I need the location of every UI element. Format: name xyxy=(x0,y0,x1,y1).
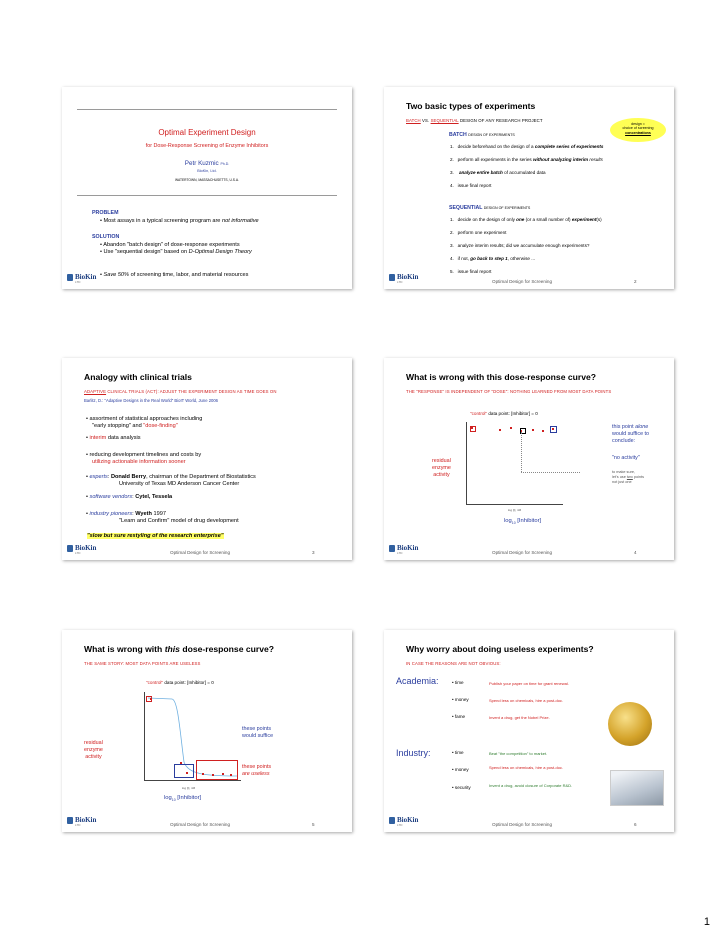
useful-points-box xyxy=(174,764,194,778)
slide-number: 3 xyxy=(312,550,315,555)
plot-axes xyxy=(466,422,563,505)
slide-subtitle: ADAPTIVE CLINICAL TRIALS (ACT): ADJUST THE EXPERIMENT DESIGN AS TIME GOES ON xyxy=(84,389,277,394)
solution-item: • Abandon "batch design" of dose-response experiments xyxy=(100,242,240,248)
slide-title: Two basic types of experiments xyxy=(406,101,536,111)
biokin-logo: BioKin LTD xyxy=(67,544,91,556)
this-point-note: this point alone would suffice to conclude: xyxy=(612,424,650,444)
problem-heading: PROBLEM xyxy=(92,210,119,216)
slide-number: 4 xyxy=(634,550,637,555)
analogy-item-cont: University of Texas MD Anderson Cancer Center xyxy=(119,481,240,487)
mini-x-label: log [I], nM xyxy=(508,508,522,512)
slide-subtitle: THE SAME STORY: MOST DATA POINTS ARE USELESS xyxy=(84,661,201,666)
slide-title: Why worry about doing useless experiments? xyxy=(406,644,594,654)
reference: Barlitz, D.: "Adaptive Designs in the Real World" BioIT World, June 2006 xyxy=(84,398,219,403)
industry-reason: Invent a drug, avoid closure of Corporate R&D. xyxy=(489,783,573,788)
slogan: "slow but sure restyling of the research enterprise" xyxy=(87,533,224,539)
location: WATERTOWN, MASSACHUSETTS, U.S.A. xyxy=(175,178,239,182)
solution-item: • Use "sequential design" based on D-Optimal Design Theory xyxy=(100,249,252,255)
slide-2[interactable] xyxy=(384,87,674,289)
slide-subtitle: BATCH VS. SEQUENTIAL DESIGN OF ANY RESEARCH PROJECT xyxy=(406,118,543,123)
savings-item: • Save 50% of screening time, labor, and material resources xyxy=(100,272,249,278)
industry-item: • money xyxy=(452,767,469,772)
analogy-item: • assortment of statistical approaches including xyxy=(86,416,203,422)
guide-line xyxy=(521,472,580,474)
nobel-medal-image xyxy=(608,702,652,746)
slide-title: Optimal Experiment Design xyxy=(158,128,256,137)
analogy-item-cont: "Learn and Confirm" model of drug development xyxy=(119,518,239,524)
sequential-step-1: 1. decide on the design of only one (or a small number of) experiment(s) xyxy=(450,217,602,222)
slide-5[interactable] xyxy=(62,630,352,832)
industry-reason: Beat "the competition" to market. xyxy=(489,751,548,756)
slide-title: What is wrong with this dose-response curve? xyxy=(84,644,275,654)
sequential-step-2: 2. perform one experiment xyxy=(450,230,507,235)
industry-item: • security xyxy=(452,785,471,790)
slide-subtitle: THE "RESPONSE" IS INDEPENDENT OF "DOSE": NOTHING LEARNED FROM MOST DATA POINTS xyxy=(406,389,612,394)
empty-office-image xyxy=(610,770,664,806)
biokin-logo: BioKin LTD xyxy=(389,544,413,556)
academia-reason: Spend less on chemicals, hire a post-doc. xyxy=(489,698,564,703)
batch-step-2: 2. perform all experiments in the series without analyzing interim results xyxy=(450,157,603,162)
industry-heading: Industry: xyxy=(396,748,431,758)
sequential-step-5: 5. issue final report xyxy=(450,269,492,274)
slide-number: 5 xyxy=(312,822,315,827)
data-point xyxy=(471,427,473,429)
company: BioKin, Ltd. xyxy=(197,169,217,173)
batch-step-1: 1. decide beforehand on the design of a complete series of experiments xyxy=(450,144,604,149)
slide-subtitle: for Dose-Response Screening of Enzyme Inhibitors xyxy=(145,143,269,149)
industry-reason: Spend less on chemicals, hire a post-doc. xyxy=(489,765,564,770)
batch-step-4: 4. issue final report xyxy=(450,183,492,188)
academia-item: • fame xyxy=(452,714,466,719)
x-axis-label: $\log_{10}$ [Inhibitor] xyxy=(164,795,202,803)
slide-title: What is wrong with this dose-response curve? xyxy=(406,372,597,382)
chosen-point-box xyxy=(550,426,557,433)
author: Petr Kuzmic Ph.D. xyxy=(184,160,230,167)
slide-footer: Optimal Design for Screening xyxy=(492,550,553,555)
slide-6[interactable] xyxy=(384,630,674,832)
sequential-step-4: 4. if not, go back to step 1, otherwise ... xyxy=(450,256,536,261)
slide-title: Analogy with clinical trials xyxy=(84,372,192,382)
divider xyxy=(77,109,337,110)
two-points-note: to make sure, let's use two points not just one xyxy=(612,470,644,484)
batch-heading: BATCH DESIGN OF EXPERIMENTS xyxy=(449,132,515,138)
biokin-logo: BioKin LTD xyxy=(389,273,413,285)
control-label: "control" data point: [Inhibitor] = 0 xyxy=(146,680,214,685)
data-point xyxy=(510,427,512,429)
batch-step-3: 3. analyze entire batch of accumulated data xyxy=(450,170,546,175)
design-callout: design = choice of screening concentrations xyxy=(610,118,666,142)
analogy-item: • industry pioneers: Wyeth 1997 xyxy=(86,511,166,517)
slide-footer: Optimal Design for Screening xyxy=(170,550,231,555)
biokin-logo: BioKin LTD xyxy=(389,816,413,828)
slide-footer: Optimal Design for Screening xyxy=(170,822,231,827)
industry-item: • time xyxy=(452,750,464,755)
problem-text: • Most assays in a typical screening program are not informative xyxy=(100,218,259,224)
divider xyxy=(77,195,337,196)
analogy-item-cont: "early stopping" and "dose-finding" xyxy=(92,423,178,429)
data-point xyxy=(532,429,534,431)
academia-item: • time xyxy=(452,680,464,685)
analogy-item: • interim data analysis xyxy=(86,435,141,441)
academia-item: • money xyxy=(452,697,469,702)
analogy-item: • reducing development timelines and costs by xyxy=(86,452,202,458)
slide-number: 6 xyxy=(634,822,637,827)
control-label: "control" data point: [Inhibitor] = 0 xyxy=(470,411,538,416)
data-point xyxy=(150,698,152,700)
analogy-item: • experts: Donald Berry, chairman of the Department of Biostatistics xyxy=(86,474,256,480)
biokin-logo: BioKin LTD xyxy=(67,273,91,285)
mini-x-label: log [I], nM xyxy=(182,786,196,790)
slide-footer: Optimal Design for Screening xyxy=(492,279,553,284)
solution-heading: SOLUTION xyxy=(92,234,120,240)
slide-4[interactable] xyxy=(384,358,674,560)
page-number: 1 xyxy=(703,916,710,928)
sequential-step-3: 3. analyze interim results; did we accumulate enough experiments? xyxy=(450,243,590,248)
biokin-logo: BioKin LTD xyxy=(67,816,91,828)
slide-3[interactable] xyxy=(62,358,352,560)
analogy-item-cont: utilizing actionable information sooner xyxy=(92,459,186,465)
slide-1[interactable] xyxy=(62,87,352,289)
academia-reason: Publish your paper on time for grant renewal. xyxy=(489,681,569,686)
academia-heading: Academia: xyxy=(396,676,439,686)
slide-footer: Optimal Design for Screening xyxy=(492,822,553,827)
slide-number: 2 xyxy=(634,279,637,284)
no-activity-label: "no activity" xyxy=(612,455,640,461)
analogy-item: • software vendors: Cytel, Tessela xyxy=(86,494,173,500)
useless-points-box xyxy=(196,760,238,780)
guide-line xyxy=(521,432,523,472)
slide-subtitle: IN CASE THE REASONS ARE NOT OBVIOUS: xyxy=(406,661,501,666)
data-point xyxy=(542,430,544,432)
useful-points-note: these points would suffice xyxy=(242,726,274,739)
academia-reason: Invent a drug, get the Nobel Prize. xyxy=(489,715,550,720)
y-axis-label: residual enzyme activity xyxy=(432,458,451,478)
x-axis-label: $\log_{10}$ [Inhibitor] xyxy=(504,518,542,526)
data-point xyxy=(499,429,501,431)
useless-points-note: these points are useless xyxy=(242,764,272,777)
sequential-heading: SEQUENTIAL DESIGN OF EXPERIMENTS xyxy=(449,205,531,211)
y-axis-label: residual enzyme activity xyxy=(84,740,103,760)
